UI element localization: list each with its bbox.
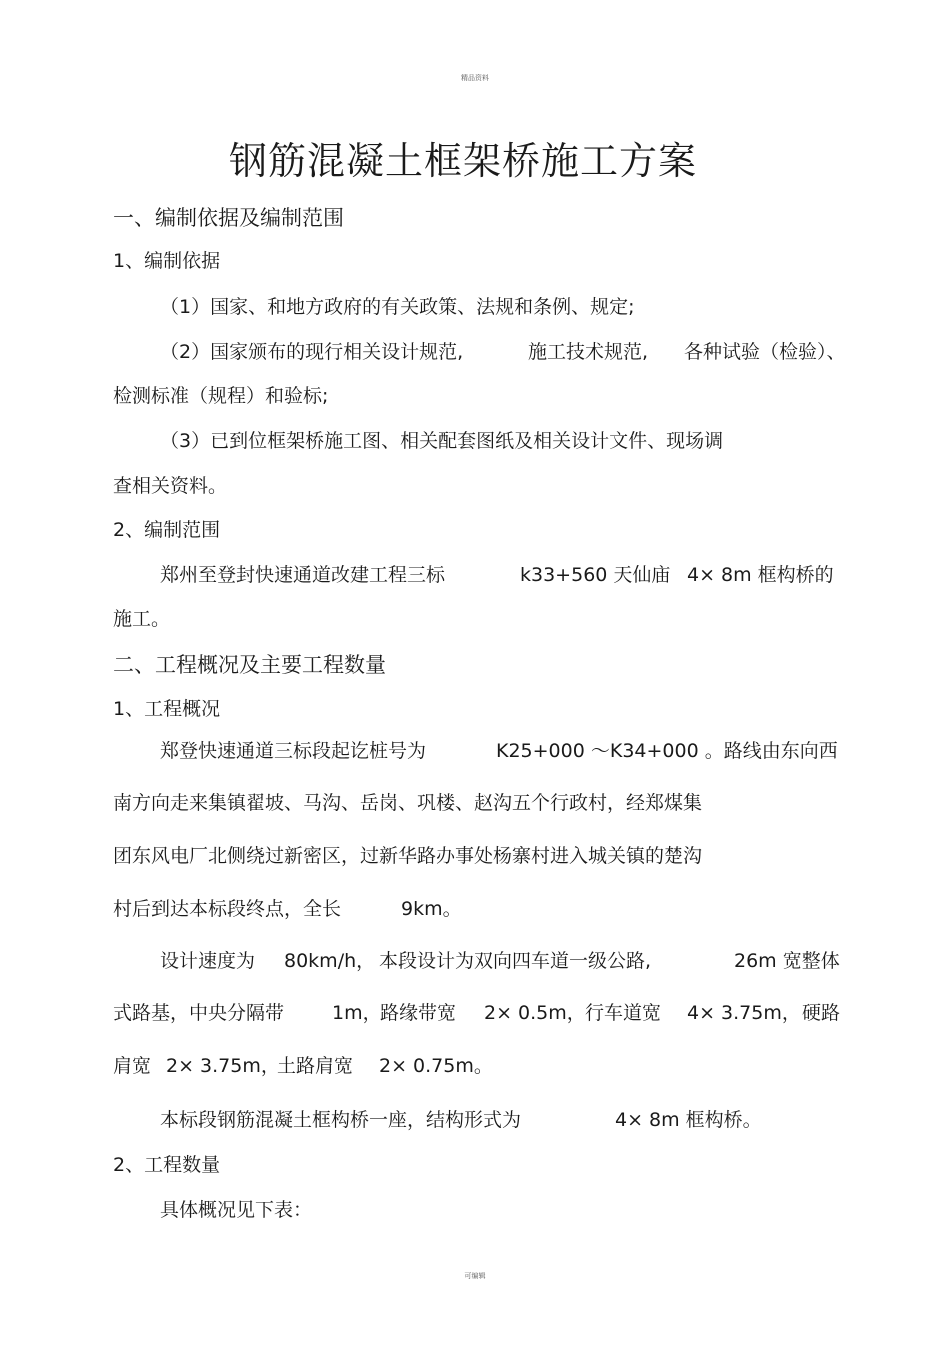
paragraph-fragment: 本段设计为双向四车道一级公路, <box>379 950 652 972</box>
paragraph-line: （2）国家颁布的现行相关设计规范, <box>160 341 464 363</box>
paragraph-line: （3）已到位框架桥施工图、相关配套图纸及相关设计文件、现场调 <box>160 430 724 452</box>
paragraph-line: 设计速度为 <box>160 950 256 972</box>
subsection-heading-1-1: 1、编制依据 <box>113 250 221 272</box>
paragraph-fragment: 4× 3.75m， <box>687 1002 801 1024</box>
paragraph-fragment: 1m， <box>332 1002 382 1024</box>
paragraph-fragment: 施工技术规范, <box>528 341 649 363</box>
paragraph-line: 团东风电厂北侧绕过新密区，过新华路办事处杨寨村进入城关镇的楚沟 <box>113 845 703 867</box>
subsection-heading-2-1: 1、工程概况 <box>113 698 221 720</box>
paragraph-fragment: 土路肩宽 <box>277 1055 354 1077</box>
paragraph-fragment: 各种试验（检验）、 <box>684 341 846 363</box>
paragraph-fragment: 2× 3.75m， <box>166 1055 280 1077</box>
paragraph-line: 村后到达本标段终点，全长 <box>113 898 342 920</box>
paragraph-line: 本标段钢筋混凝土框构桥一座，结构形式为 <box>160 1109 522 1131</box>
paragraph-line: 郑登快速通道三标段起讫桩号为 <box>160 740 427 762</box>
paragraph-line: 郑州至登封快速通道改建工程三标 <box>160 564 446 586</box>
subsection-heading-1-2: 2、编制范围 <box>113 519 221 541</box>
paragraph-line: 式路基，中央分隔带 <box>113 1002 285 1024</box>
paragraph-fragment: 4× 8m 框构桥的 <box>687 564 834 586</box>
paragraph-fragment: 4× 8m 框构桥。 <box>615 1109 762 1131</box>
paragraph-fragment: 80km/h， <box>284 950 376 972</box>
paragraph-line: 检测标准（规程）和验标; <box>113 385 329 407</box>
paragraph-fragment: 路缘带宽 <box>380 1002 457 1024</box>
page-footer: 可编辑 <box>464 1272 486 1280</box>
section-heading-2: 二、工程概况及主要工程数量 <box>113 653 386 677</box>
paragraph-line: 肩宽 <box>113 1055 152 1077</box>
paragraph-line: （1）国家、和地方政府的有关政策、法规和条例、规定; <box>160 296 635 318</box>
paragraph-line: 具体概况见下表： <box>160 1199 313 1221</box>
paragraph-fragment: 9km。 <box>401 898 462 920</box>
paragraph-fragment: 2× 0.75m。 <box>379 1055 493 1077</box>
paragraph-fragment: 行车道宽 <box>585 1002 662 1024</box>
paragraph-fragment: 硬路 <box>802 1002 841 1024</box>
subsection-heading-2-2: 2、工程数量 <box>113 1154 221 1176</box>
paragraph-line: 查相关资料。 <box>113 475 228 497</box>
paragraph-line: 施工。 <box>113 608 171 630</box>
paragraph-fragment: K25+000 ～K34+000 。路线由东向西 <box>496 740 838 762</box>
paragraph-fragment: k33+560 天仙庙 <box>520 564 671 586</box>
document-title: 钢筋混凝土框架桥施工方案 <box>228 139 697 183</box>
paragraph-fragment: 2× 0.5m， <box>484 1002 586 1024</box>
paragraph-line: 南方向走来集镇翟坡、马沟、岳岗、巩楼、赵沟五个行政村，经郑煤集 <box>113 792 703 814</box>
page-header: 精品资料 <box>461 74 489 82</box>
paragraph-fragment: 26m 宽整体 <box>734 950 840 972</box>
section-heading-1: 一、编制依据及编制范围 <box>113 206 344 230</box>
